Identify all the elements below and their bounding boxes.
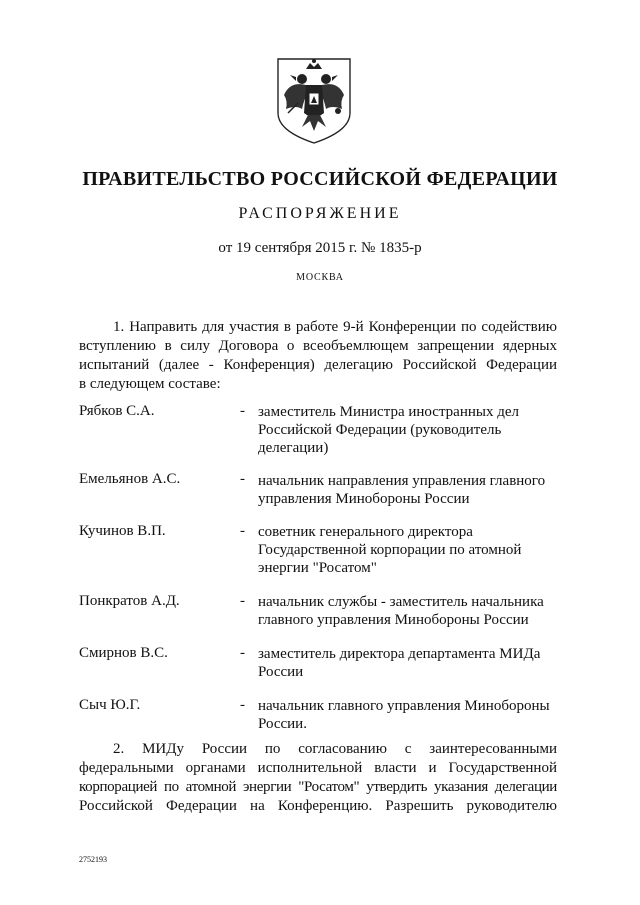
member-name: Сыч Ю.Г. <box>79 697 141 713</box>
member-role-line: энергии "Росатом" <box>258 560 377 576</box>
member-role-line: начальник главного управления Минобороны <box>258 698 550 714</box>
coat-of-arms-icon <box>272 55 356 145</box>
paragraph-line: 1. Направить для участия в работе 9-й Конференции по содействию <box>113 319 557 335</box>
document-date-number: от 19 сентября 2015 г. № 1835-р <box>218 240 422 256</box>
member-role-line: советник генерального директора <box>258 524 473 540</box>
paragraph-line: 2. МИДу России по согласованию с заинтересованными <box>113 741 557 757</box>
member-dash: - <box>240 523 245 539</box>
member-dash: - <box>240 593 245 609</box>
member-role-line: начальник службы - заместитель начальника <box>258 594 544 610</box>
member-dash: - <box>240 403 245 419</box>
paragraph-line: корпорацией по атомной энергии "Росатом" утвердить указания делегации <box>79 779 557 795</box>
member-role <box>258 472 558 508</box>
member-name: Смирнов В.С. <box>79 645 168 661</box>
government-title: ПРАВИТЕЛЬСТВО РОССИЙСКОЙ ФЕДЕРАЦИИ <box>82 168 558 190</box>
member-role <box>258 403 558 457</box>
member-role-line: России. <box>258 716 307 732</box>
member-role-line: заместитель Министра иностранных дел <box>258 404 519 420</box>
member-name: Рябков С.А. <box>79 403 155 419</box>
paragraph-line: федеральными органами исполнительной власти и Государственной <box>79 760 557 776</box>
member-role-line: Государственной корпорации по атомной <box>258 542 522 558</box>
member-role-line: начальник направления управления главного <box>258 473 546 489</box>
paragraph-2 <box>79 740 557 816</box>
member-role-line: главного управления Минобороны России <box>258 612 529 628</box>
member-dash: - <box>240 697 245 713</box>
paragraph-line: вступлению в силу Договора о всеобъемлющем запрещении ядерных <box>79 338 557 354</box>
member-role <box>258 645 558 681</box>
member-role <box>258 593 558 629</box>
member-dash: - <box>240 645 245 661</box>
member-role <box>258 523 558 577</box>
member-role-line: делегации) <box>258 440 329 456</box>
member-role-line: Российской Федерации (руководитель <box>258 422 502 438</box>
member-dash: - <box>240 471 245 487</box>
document-code: 2752193 <box>79 855 107 864</box>
member-name: Кучинов В.П. <box>79 523 166 539</box>
paragraph-line: Российской Федерации на Конференцию. Разрешить руководителю <box>79 798 557 814</box>
paragraph-line: в следующем составе: <box>79 376 221 392</box>
member-role-line: заместитель директора департамента МИДа <box>258 646 541 662</box>
paragraph-1 <box>79 318 557 394</box>
member-name: Емельянов А.С. <box>79 471 181 487</box>
document-city: МОСКВА <box>296 272 344 283</box>
member-role <box>258 697 558 733</box>
member-role-line: управления Минобороны России <box>258 491 470 507</box>
document-type: РАСПОРЯЖЕНИЕ <box>238 205 402 222</box>
member-role-line: России <box>258 664 304 680</box>
paragraph-line: испытаний (далее - Конференция) делегацию Российской Федерации <box>79 357 557 373</box>
member-name: Понкратов А.Д. <box>79 593 180 609</box>
